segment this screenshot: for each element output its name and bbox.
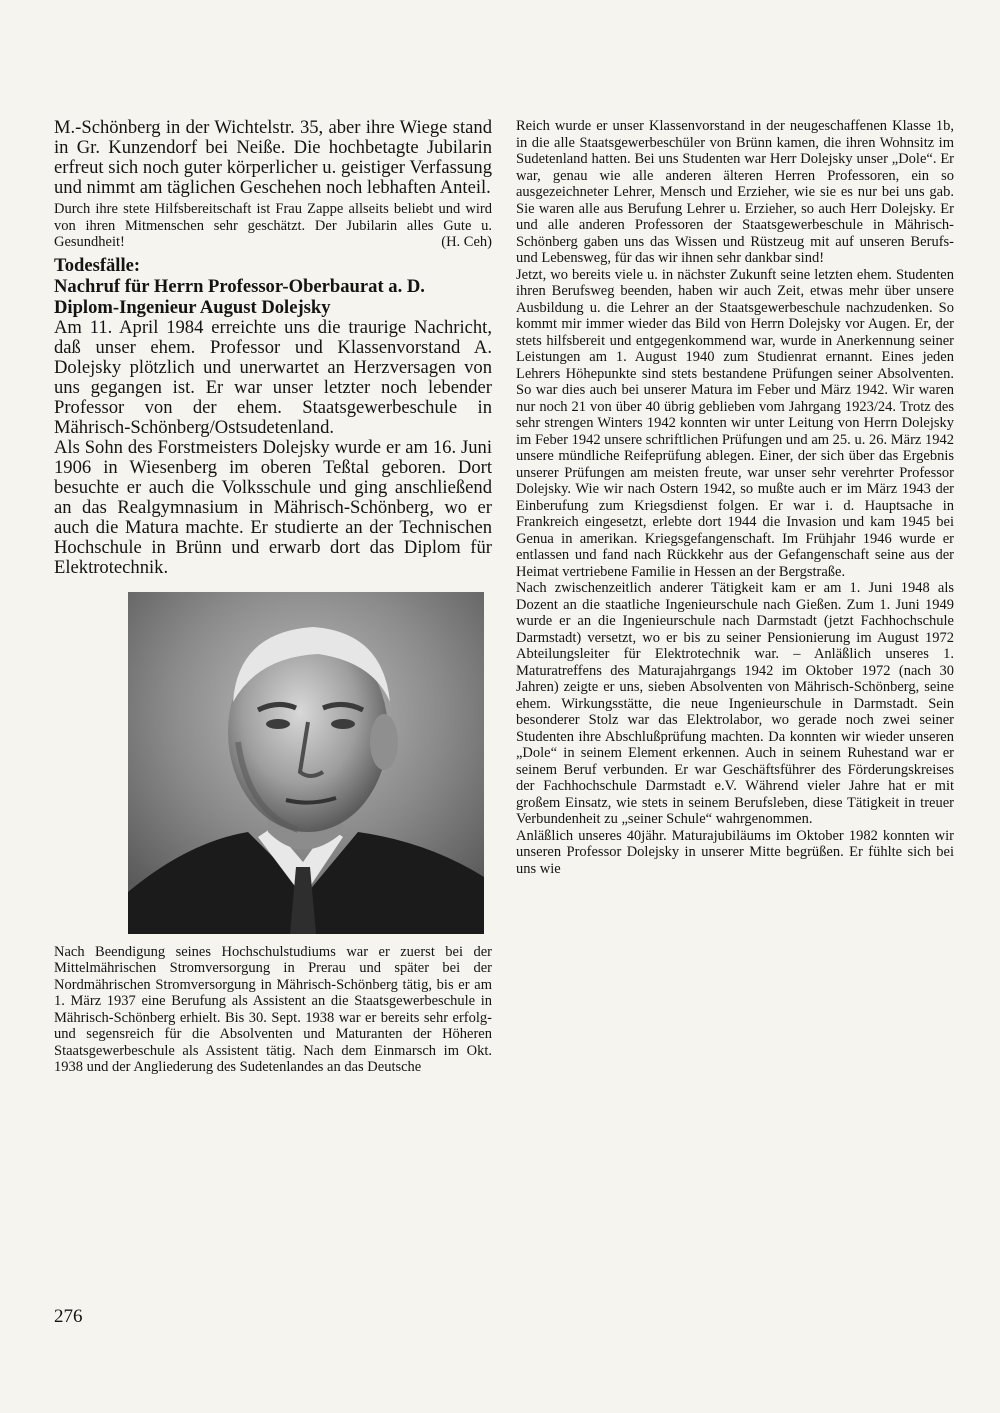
paragraph-anniversary: Anläßlich unseres 40jähr. Maturajubiläums im Oktober 1982 konnten wir unseren Professor Dolejsky in unserer Mitte begrüßen. Er fühlte sich bei uns wie xyxy=(516,827,954,877)
paragraph-biography: Als Sohn des Forstmeisters Dolejsky wurde er am 16. Juni 1906 in Wiesenberg im oberen Teßtal geboren. Dort besuchte er auch die Volksschule und ging anschließend an das Realgymnasium in Mährisch-Schönberg, wo er auch die Matura machte. Er studierte an der Technischen Hochschule in Brünn und erwarb dort das Diplom für Elektrotechnik. xyxy=(54,436,492,578)
paragraph-career: Nach Beendigung seines Hochschulstudiums war er zuerst bei der Mittelmährischen Stromversorgung in Prerau und später bei der Nordmährischen Stromversorgung in Mährisch-Schönberg tätig, bis er am 1. März 1937 eine Berufung als Assistent an die Staatsgewerbeschule in Mährisch-Schönberg erhielt. Bis 30. Sept. 1938 war er bereits sehr erfolg- und segensreich für die Absolventen und Maturanten der Höheren Staatsgewerbeschule als Assistent tätig. Nach dem Einmarsch im Okt. 1938 und der Angliederung des Sudetenlandes an das Deutsche xyxy=(54,943,492,1075)
page-number: 276 xyxy=(54,1306,83,1327)
paragraph-death-notice: Am 11. April 1984 erreichte uns die traurige Nachricht, daß unser ehem. Professor und Klassenvorstand A. Dolejsky plötzlich und unerwartet an Herzversagen von uns gegangen ist. Er war unser letzter noch lebender Professor von der ehem. Staatsgewerbeschule in Mährisch-Schönberg/Ostsudetenland. xyxy=(54,316,492,438)
right-column xyxy=(516,118,954,877)
paragraph-class-teacher: Reich wurde er unser Klassenvorstand in der neugeschaffenen Klasse 1b, in die alle Staatsgewerbeschüler von Brünn kamen, die ihren Wohnsitz im Sudetenland hatten. Bei uns Studenten war Herr Dolejsky unser „Dole“. Er war, genau wie alle anderen älteren Herren Professoren, ein so ausgezeichneter Lehrer, Mensch und Erzieher, wie sie es nur bei uns gab. Sie waren alle aus Berufung Lehrer u. Erzieher, so auch Herr Dolejsky. Er und alle anderen Professoren der Staatsgewerbeschule in Mährisch-Schönberg gaben uns das Wissen und Rüstzeug mit auf unseren Berufs- und Lebensweg, für das wir ihnen sehr dankbar sind! xyxy=(516,118,954,266)
section-heading: Todesfälle: xyxy=(54,254,141,276)
paragraph-darmstadt: Nach zwischenzeitlich anderer Tätigkeit kam er am 1. Juni 1948 als Dozent an die staatliche Ingenieurschule nach Gießen. Zum 1. Juni 1949 wurde er an die Ingenieurschule nach Darmstadt (jetzt Fachhochschule Darmstadt) versetzt, wo er bis zu seiner Pensionierung im August 1972 Abteilungsleiter für Elektrotechnik war. – Anläßlich unseres 1. Maturatreffens des Maturajahrgangs 1942 im Oktober 1972 (nach 30 Jahren) zeigte er uns, sieben Absolventen von Mährisch-Schönberg, seine ehem. Wirkungsstätte, die neue Ingenieurschule in Darmstadt. Sein besonderer Stolz war das Elektrolabor, wo gerade noch zwei seiner Studenten ihre Abschlußprüfung machten. Da konnten wir wieder unseren „Dole“ in seinem Element erkennen. Auch in seinem Ruhestand war er seinem Beruf verbunden. Er war Geschäftsführer des Förderungskreises der Fachhochschule Darmstadt e.V. Während vieler Jahre hat er mit großem Einsatz, wie stets in seinem Berufsleben, diese Tätigkeit in treuer Verbundenheit zu „seiner Schule“ wahrgenommen. xyxy=(516,580,954,827)
obituary-title: Nachruf für Herrn Professor-Oberbaurat a. D. Diplom-Ingenieur August Dolejsky xyxy=(54,275,425,318)
paragraph-memories: Jetzt, wo bereits viele u. in nächster Zukunft seine letzten ehem. Studenten ihren Berufsweg beenden, haben wir auch Zeit, etwas mehr über unsere Ausbildung u. die Lehrer an der Staatsgewerbeschule nachzudenken. So kommt mir immer wieder das Bild von Herrn Dolejsky vor Augen. Er, der stets hilfsbereit und entgegenkommend war, wurde in Anerkennung seiner Leistungen am 1. August 1940 zum Studienrat ernannt. Eines jeden Lehrers Höhepunkte sind stets bestandene Prüfungen seiner Absolventen. So war dies auch bei unserer Matura im Feber und März 1942. Wir waren nur noch 21 von über 40 übrig geblieben vom Jahrgang 1923/24. Trotz des sehr strengen Winters 1942 konnten wir unter Leitung von Herrn Dolejsky im Feber 1942 unsere schriftlichen Prüfungen und am 25. u. 26. März 1942 unsere mündliche Reifeprüfung ablegen. Einer, der sich über das Ergebnis unserer Prüfungen am meisten freute, war unser sehr verehrter Professor Dolejsky. Wie wir nach Ostern 1942, so mußte auch er im März 1943 der Einberufung zum Kriegsdienst folgen. Er war i. d. Hauptsache in Frankreich eingesetzt, erlebte dort 1944 die Invasion und kam 1945 bei Genua in amerikan. Kriegsgefangenschaft. Im Frühjahr 1946 wurde er entlassen und fand nach Rückkehr aus der Gefangenschaft seine aus der Heimat vertriebene Familie in Hessen an der Bergstraße. xyxy=(516,266,954,580)
paragraph-zappe-text: Durch ihre stete Hilfsbereitschaft ist Frau Zappe allseits beliebt und wird von ihren Mitmenschen sehr geschätzt. Der Jubilarin alles Gute u. Gesundheit! xyxy=(54,201,492,250)
paragraph-jubilee: M.-Schönberg in der Wichtelstr. 35, aber ihre Wiege stand in Gr. Kunzendorf bei Neiße. Die hochbetagte Jubilarin erfreut sich noch guter körperlicher u. geistiger Verfassung und nimmt am täglichen Geschehen noch lebhaften Anteil. xyxy=(54,117,492,198)
portrait-photo xyxy=(128,592,484,934)
paragraph-zappe xyxy=(54,201,492,251)
left-column xyxy=(54,118,492,1076)
author-signature: (H. Ceh) xyxy=(441,234,492,250)
